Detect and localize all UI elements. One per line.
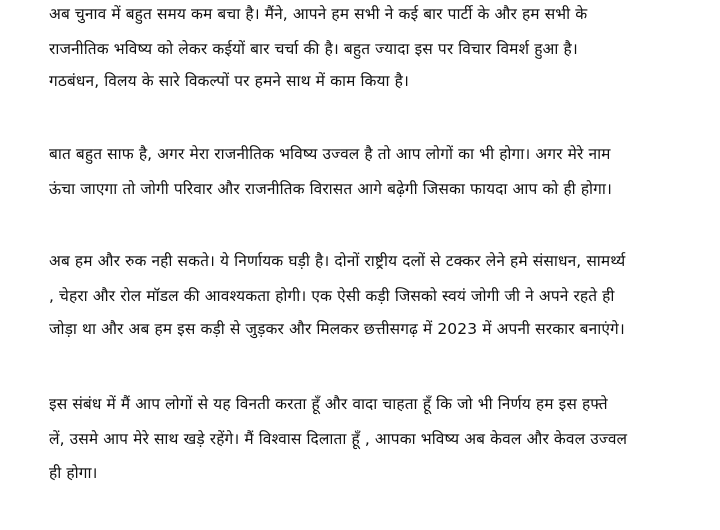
paragraph-line: ऊंचा जाएगा तो जोगी परिवार और राजनीतिक विरासत आगे बढ़ेगी जिसका फायदा आप को ही होगा। [49,180,612,198]
paragraph-line: लें, उसमे आप मेरे साथ खड़े रहेंगे। मैं विश्वास दिलाता हूँ , आपका भविष्य अब केवल और केवल उज्वल [49,430,628,448]
paragraph-line: जोड़ा था और अब हम इस कड़ी से जुड़कर और मिलकर छत्तीसगढ़ में 2023 में अपनी सरकार बनाएंगे। [49,320,625,338]
paragraph-line: ही होगा। [49,464,98,482]
paragraph-line: इस संबंध में मैं आप लोगों से यह विनती करता हूँ और वादा चाहता हूँ कि जो भी निर्णय हम इस हफ्ते [49,395,608,413]
paragraph-line: अब चुनाव में बहुत समय कम बचा है। मैंने, आपने हम सभी ने कई बार पार्टी के और हम सभी के [49,5,588,23]
paragraph-line: राजनीतिक भविष्य को लेकर कईयों बार चर्चा की है। बहुत ज्यादा इस पर विचार विमर्श हुआ है। [49,40,578,58]
paragraph-line: अब हम और रुक नही सकते। ये निर्णायक घड़ी है। दोनों राष्ट्रीय दलों से टक्कर लेने हमे संसाधन, सामर्थ्य [49,252,626,270]
paragraph-line: गठबंधन, विलय के सारे विकल्पों पर हमने साथ में काम किया है। [49,72,409,90]
paragraph-line: , चेहरा और रोल मॉडल की आवश्यकता होगी। एक ऐसी कड़ी जिसको स्वयं जोगी जी ने अपने रहते ही [49,287,615,305]
paragraph-line: बात बहुत साफ है, अगर मेरा राजनीतिक भविष्य उज्वल है तो आप लोगों का भी होगा। अगर मेरे नाम [49,145,611,163]
